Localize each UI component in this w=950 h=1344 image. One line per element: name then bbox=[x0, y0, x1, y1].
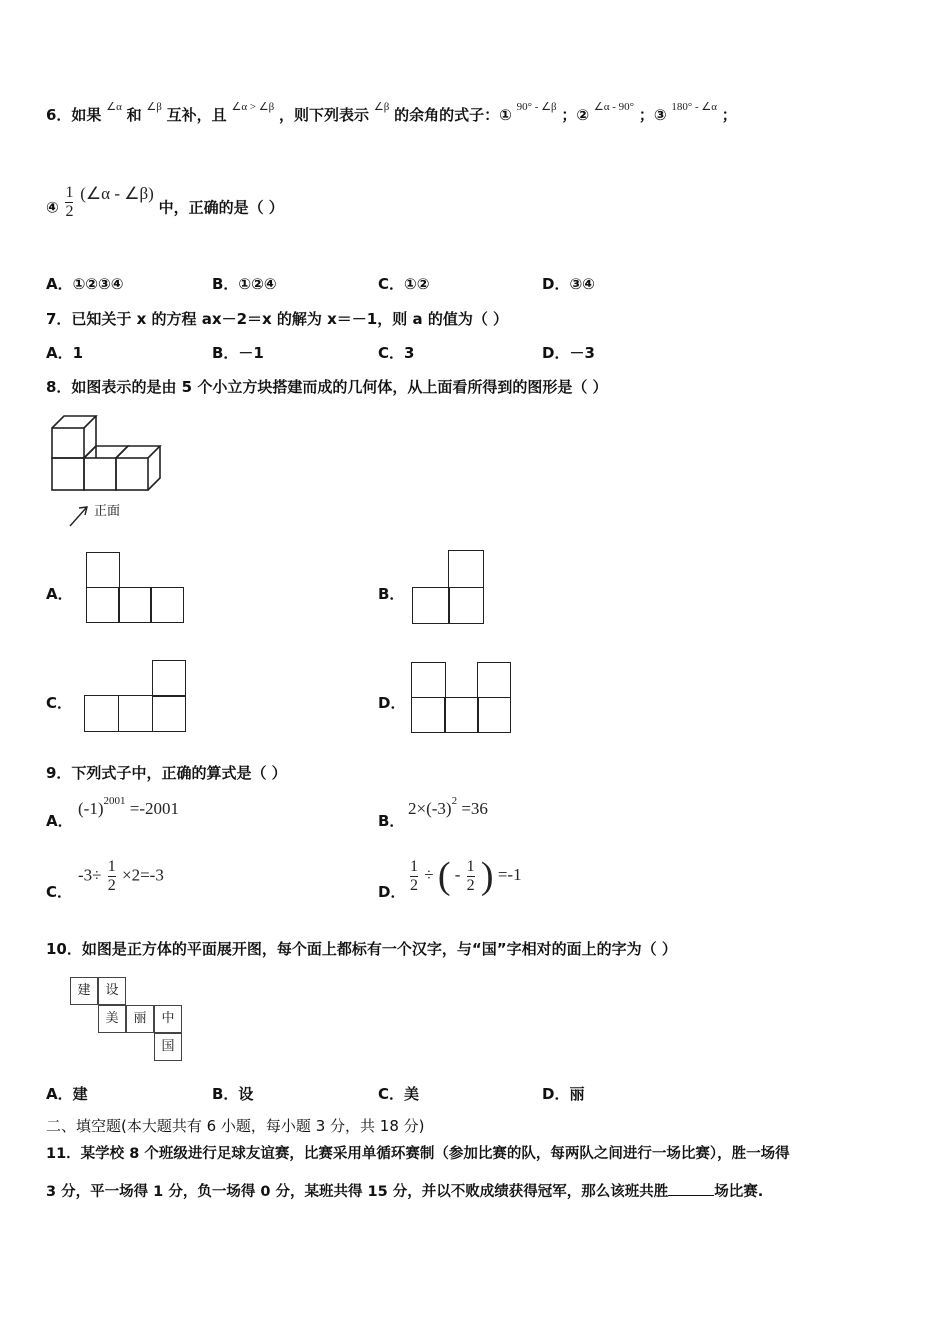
q9-d-left-paren: ( bbox=[437, 855, 451, 897]
q8-b-square bbox=[412, 587, 450, 624]
q7-option-a[interactable]: A．1 bbox=[46, 344, 84, 362]
q6-line2 bbox=[46, 183, 284, 227]
q9-option-b[interactable]: B． bbox=[378, 812, 405, 830]
q6-tail: 的余角的式子：① bbox=[394, 106, 512, 124]
q6-half-den: 2 bbox=[65, 203, 74, 220]
q9-a-exponent: 2001 bbox=[103, 795, 126, 807]
q9-option-a[interactable]: A． bbox=[46, 812, 73, 830]
q8-a-square bbox=[86, 587, 120, 623]
q10-text: 10．如图是正方体的平面展开图，每个面上都标有一个汉字，与“国”字相对的面上的字为（ ） bbox=[46, 940, 677, 958]
q8-option-c-figure bbox=[84, 660, 188, 734]
q9-option-c[interactable]: C． bbox=[46, 883, 73, 901]
q9-c-fraction bbox=[108, 858, 116, 895]
q6-line2-tail: 中，正确的是（ ） bbox=[158, 198, 284, 217]
q9-option-d[interactable]: D． bbox=[378, 883, 406, 901]
q6-supp: 互补，且 bbox=[166, 106, 227, 124]
q11-line2-a: 3 分，平一场得 1 分，负一场得 0 分，某班共得 15 分，并以不败成绩获得冠军，那么该班共胜 bbox=[46, 1184, 669, 1200]
q8-option-d[interactable]: D． bbox=[378, 694, 406, 712]
q8-option-c[interactable]: C． bbox=[46, 694, 73, 712]
q8-d-square bbox=[477, 662, 511, 698]
q8-c-square bbox=[84, 695, 119, 732]
q8-option-b[interactable]: B． bbox=[378, 585, 405, 603]
q11-line1: 11．某学校 8 个班级进行足球友谊赛，比赛采用单循环赛制（参加比赛的队，每两队之间进行一场比赛），胜一场得 bbox=[46, 1146, 790, 1162]
q11-line2 bbox=[46, 1180, 763, 1201]
q9-b-expression bbox=[408, 795, 488, 819]
q9-d-fraction1 bbox=[410, 858, 418, 895]
q6-angle-a: ∠α bbox=[106, 101, 122, 113]
q6-condition: ∠α > ∠β bbox=[231, 101, 275, 113]
q7-option-b[interactable]: B．－1 bbox=[212, 344, 264, 362]
q10-net-cell: 设 bbox=[98, 977, 126, 1005]
q8-option-a[interactable]: A． bbox=[46, 585, 73, 603]
q10-option-b[interactable]: B．设 bbox=[212, 1085, 254, 1103]
q7-option-c[interactable]: C．3 bbox=[378, 344, 415, 362]
q9-d-divide: ÷ bbox=[424, 864, 434, 884]
q11-answer-blank[interactable] bbox=[668, 1195, 714, 1196]
q8-a-square bbox=[150, 587, 184, 623]
q10-option-a[interactable]: A．建 bbox=[46, 1085, 88, 1103]
q9-c-den: 2 bbox=[107, 877, 116, 894]
q10-net-cell: 美 bbox=[98, 1005, 126, 1033]
q8-option-d-figure bbox=[411, 662, 513, 734]
q10-option-c[interactable]: C．美 bbox=[378, 1085, 420, 1103]
q9-d-expression bbox=[408, 856, 522, 896]
q6-option-d[interactable]: D．③④ bbox=[542, 275, 595, 293]
q9-d-den1: 2 bbox=[410, 876, 418, 894]
q6-and: 和 bbox=[126, 106, 142, 124]
q8-a-square bbox=[86, 552, 120, 588]
q8-option-a-figure bbox=[86, 552, 186, 624]
q9-a-base: (-1) bbox=[78, 799, 104, 818]
q10-net-cell: 中 bbox=[154, 1005, 182, 1033]
q9-c-num: 1 bbox=[107, 858, 116, 875]
q6-half-num: 1 bbox=[65, 184, 74, 201]
q8-b-square bbox=[448, 587, 484, 624]
q6-mid: ，则下列表示 bbox=[279, 106, 370, 124]
q10-net-figure bbox=[70, 977, 190, 1067]
q8-d-square bbox=[411, 697, 446, 733]
q6-line1 bbox=[46, 101, 737, 125]
q9-a-rhs: =-2001 bbox=[129, 799, 179, 818]
q8-b-square bbox=[448, 550, 484, 588]
q6-half-fraction bbox=[65, 184, 73, 221]
q6-option-b[interactable]: B．①②④ bbox=[212, 275, 277, 293]
q9-d-minus: - bbox=[454, 864, 461, 884]
q6-expr2: ∠α - 90° bbox=[593, 101, 635, 113]
q8-c-square bbox=[152, 695, 186, 732]
q8-a-square bbox=[118, 587, 152, 623]
q6-option-a[interactable]: A．①②③④ bbox=[46, 275, 124, 293]
q6-angle-b2: ∠β bbox=[373, 101, 390, 113]
q11-line2-b: 场比赛. bbox=[714, 1184, 764, 1200]
q9-c-lhs: -3÷ bbox=[78, 865, 102, 885]
q9-text: 9．下列式子中，正确的算式是（ ） bbox=[46, 764, 287, 782]
q9-d-num1: 1 bbox=[410, 857, 418, 875]
q6-expr4: (∠α - ∠β) bbox=[80, 183, 154, 203]
q9-d-fraction2 bbox=[467, 858, 475, 895]
q8-front-label: 正面 bbox=[94, 504, 121, 519]
q6-expr3: 180° - ∠α bbox=[671, 101, 718, 113]
q8-c-square bbox=[152, 660, 186, 697]
q6-option-c[interactable]: C．①② bbox=[378, 275, 430, 293]
q9-d-rhs: =-1 bbox=[497, 864, 522, 884]
q10-net-cell: 国 bbox=[154, 1033, 182, 1061]
q8-d-square bbox=[444, 697, 479, 733]
q7-option-d[interactable]: D．－3 bbox=[542, 344, 595, 362]
q8-d-square bbox=[411, 662, 446, 698]
q8-text: 8．如图表示的是由 5 个小立方块搭建而成的几何体，从上面看所得到的图形是（ ） bbox=[46, 378, 608, 396]
q9-b-exponent: 2 bbox=[451, 795, 458, 807]
q6-sep4: ； bbox=[721, 106, 737, 124]
q9-d-num2: 1 bbox=[466, 857, 475, 875]
q9-b-rhs: =36 bbox=[461, 799, 488, 818]
q9-c-rhs: ×2=-3 bbox=[122, 865, 164, 885]
q9-b-lhs: 2×(-3) bbox=[408, 799, 452, 818]
q9-a-expression bbox=[78, 795, 179, 819]
q6-prefix: 6．如果 bbox=[46, 106, 102, 124]
q10-net-cell: 丽 bbox=[126, 1005, 154, 1033]
q6-circled-4: ④ bbox=[46, 198, 59, 217]
q9-d-den2: 2 bbox=[466, 876, 475, 894]
section2-title: 二、填空题(本大题共有 6 小题，每小题 3 分，共 18 分) bbox=[46, 1117, 425, 1135]
q8-d-square bbox=[477, 697, 511, 733]
q6-sep3: ；③ bbox=[638, 106, 667, 124]
q6-expr1: 90° - ∠β bbox=[516, 101, 557, 113]
q10-option-d[interactable]: D．丽 bbox=[542, 1085, 585, 1103]
q8-c-square bbox=[118, 695, 153, 732]
q6-angle-b: ∠β bbox=[146, 101, 162, 113]
q8-option-b-figure bbox=[412, 550, 486, 626]
q7-text: 7．已知关于 x 的方程 ax－2＝x 的解为 x＝－1，则 a 的值为（ ） bbox=[46, 310, 509, 328]
q9-c-expression bbox=[78, 858, 164, 895]
q9-d-right-paren: ) bbox=[480, 855, 494, 897]
q6-sep2: ；② bbox=[561, 106, 590, 124]
q10-net-cell: 建 bbox=[70, 977, 98, 1005]
